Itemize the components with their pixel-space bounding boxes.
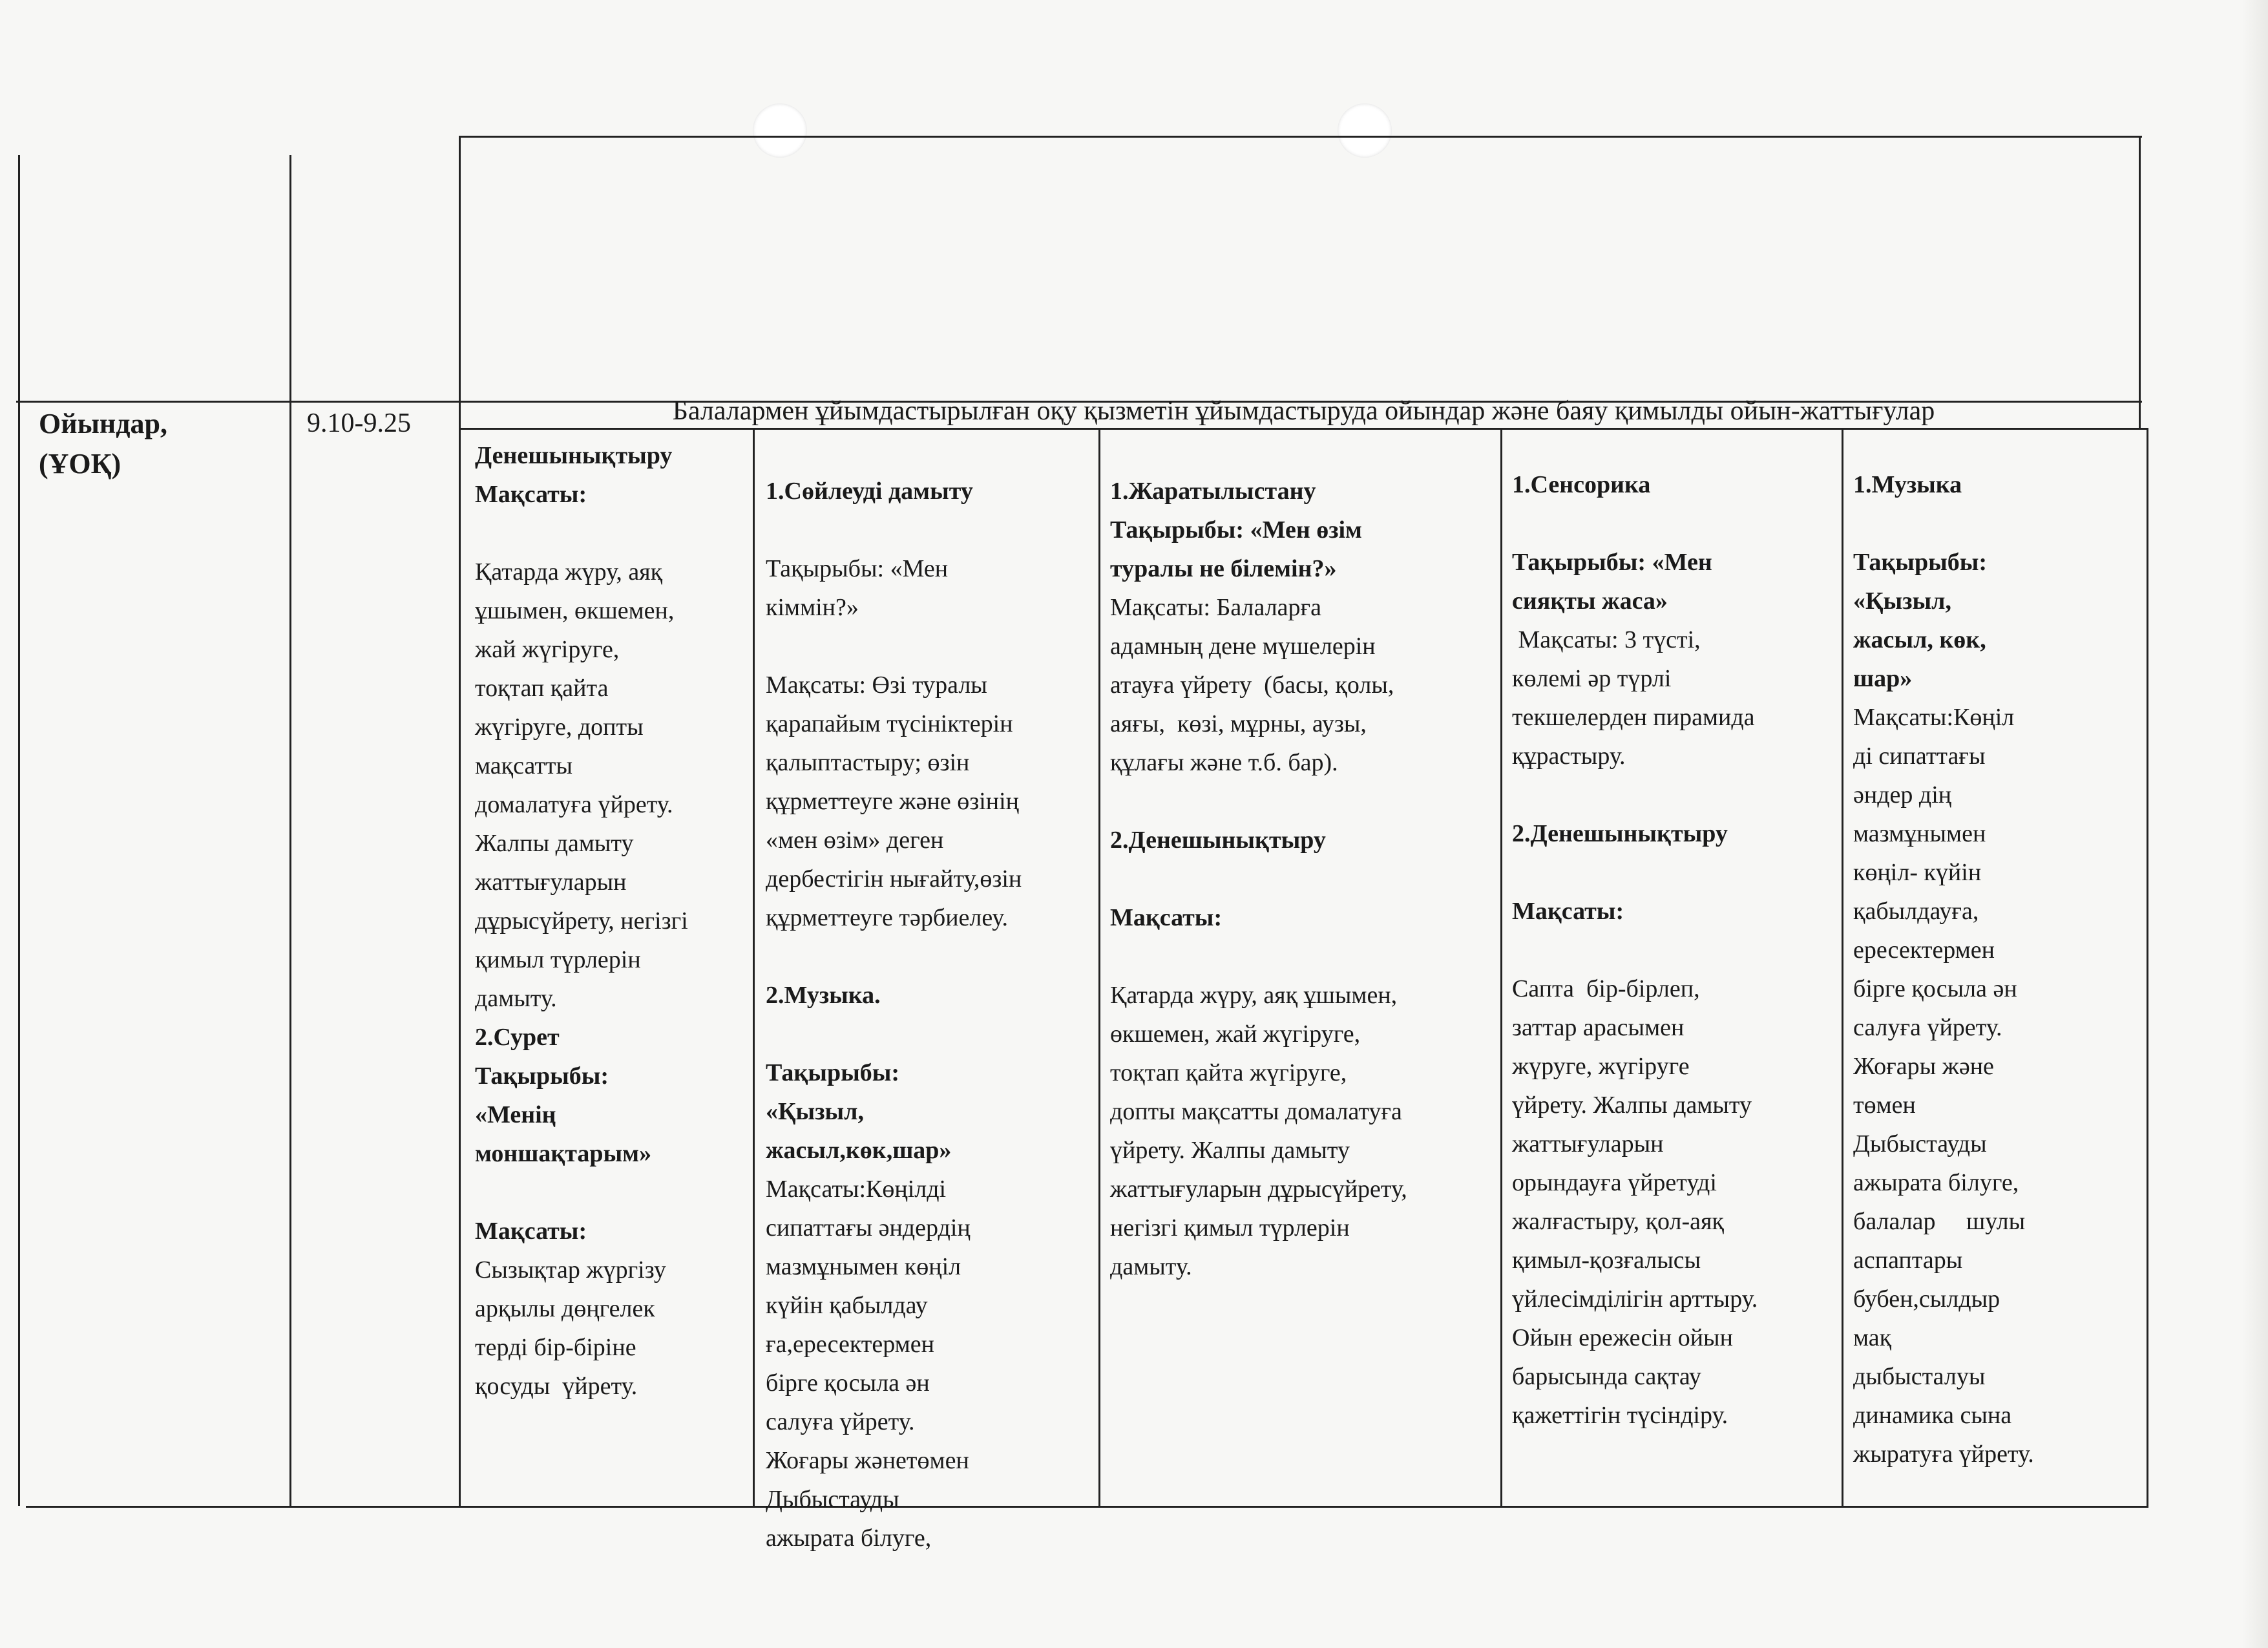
cell-line: 1.Сөйлеуді дамыту [766,478,973,505]
cell-line: дыбысталуы [1853,1363,1986,1390]
cell-line: орындауға үйретуді [1512,1169,1717,1196]
cell-line: жүгіруге, допты [475,713,644,741]
cell-line: «Қызыл, [766,1098,864,1125]
cell-line [1110,782,1491,821]
time-range: 9.10-9.25 [307,408,411,438]
cell-line: қалыптастыру; өзін [766,749,970,776]
cell-line [1512,504,1835,543]
cell-line [766,511,1095,549]
cell-line [1512,931,1835,969]
cell-line: текшелерден пирамида [1512,704,1755,731]
cell-line [475,514,746,553]
cell-line: домалатуға үйрету. [475,791,673,818]
cell-line: құлағы және т.б. бар). [1110,749,1338,776]
cell-line: аяғы, көзі, мұрны, аузы, [1110,710,1367,737]
cell-line: жүруге, жүгіруге [1512,1053,1690,1080]
cell-line: төмен [1853,1092,1916,1119]
cell-line: дербестігін нығайту,өзін [766,865,1022,893]
cell-line: көлемі әр түрлі [1512,665,1672,692]
cell-line: жай жүгіруге, [475,636,620,663]
cell-line [766,627,1095,666]
section-header: Балалармен ұйымдастырылған оқу қызметін ұйымдастыруда ойындар және баяу қимылды ойын-жаттығулар [672,396,1935,426]
cell-line: «мен өзім» деген [766,827,944,854]
cell-line: терді бір-біріне [475,1334,636,1361]
cell-line: барысында сақтау [1512,1363,1701,1390]
cell-line: қарапайым түсініктерін [766,710,1013,737]
cell-line: 1.Музыка [1853,471,1962,498]
cell-line: мазмұнымен көңіл [766,1253,961,1280]
cell-line: аспаптары [1853,1247,1963,1274]
cell-line: тоқтап қайта жүгіруге, [1110,1059,1347,1086]
cell-line [766,1015,1095,1053]
cell-line [1110,937,1491,976]
scan-edge [2242,0,2268,1648]
column-tuesday [766,472,1095,1558]
cell-line: Сызықтар жүргізу [475,1256,666,1284]
cell-line: Сапта бір-бірлеп, [1512,975,1700,1002]
cell-line: «Менің [475,1101,556,1128]
column-friday [1853,465,2141,1474]
cell-line: дамыту. [1110,1253,1192,1280]
cell-line: күйін қабылдау [766,1292,928,1319]
cell-line [1110,860,1491,898]
cell-line: Қатарда жүру, аяқ ұшымен, [1110,982,1398,1009]
row-label-line1: Ойындар, [39,408,168,439]
cell-line [1512,776,1835,814]
column-monday [475,436,746,1406]
cell-line: көңіл- күйін [1853,859,1982,886]
punch-hole-left [753,103,807,158]
cell-line: моншақтарым» [475,1140,652,1167]
cell-line: Денешынықтыру [475,442,673,469]
cell-line: заттар арасымен [1512,1014,1685,1041]
cell-line: салуға үйрету. [1853,1014,2002,1041]
cell-line: динамика сына [1853,1402,2012,1429]
cell-line: қосуды үйрету. [475,1373,638,1400]
cell-line: сипаттағы әндердің [766,1214,971,1241]
cell-line: 2.Денешынықтыру [1110,827,1326,854]
cell-line: Ойын ережесін ойын [1512,1324,1733,1351]
cell-line: құрастыру. [1512,743,1626,770]
cell-line [1512,853,1835,892]
cell-line: Мақсаты: 3 түсті, [1512,626,1701,653]
cell-line: ға,ересектермен [766,1331,934,1358]
cell-line [475,1173,746,1212]
cell-line: үйлесімділігін арттыру. [1512,1285,1758,1313]
cell-line: ұшымен, өкшемен, [475,597,675,624]
cell-line: адамның дене мүшелерін [1110,633,1376,660]
cell-line: туралы не білемін?» [1110,555,1337,582]
cell-line: шар» [1853,665,1913,692]
cell-line: тоқтап қайта [475,675,609,702]
cell-line: 2.Сурет [475,1024,560,1051]
cell-line: жаттығуларын [475,869,627,896]
cell-line: 2.Денешынықтыру [1512,820,1728,847]
cell-line: дамыту. [475,985,557,1012]
cell-line: Мақсаты: [1512,898,1624,925]
cell-line: жасыл,көк,шар» [766,1137,952,1164]
cell-line: әндер дің [1853,781,1952,808]
cell-line: Мақсаты:Көңілді [766,1176,947,1203]
cell-line: Дыбыстауды [766,1486,899,1513]
cell-line: «Қызыл, [1853,587,1951,615]
cell-line [766,937,1095,976]
cell-line: Мақсаты: [1110,904,1223,931]
cell-line: жыратуға үйрету. [1853,1441,2034,1468]
cell-line: Мақсаты: Өзі туралы [766,671,987,699]
cell-line: 1.Жаратылыстану [1110,478,1316,505]
cell-line: атауға үйрету (басы, қолы, [1110,671,1394,699]
cell-line: допты мақсатты домалатуға [1110,1098,1402,1125]
column-thursday [1512,465,1835,1435]
cell-line: 1.Сенсорика [1512,471,1651,498]
row-label-line2: (ҰОҚ) [39,448,121,480]
cell-line: ді сипаттағы [1853,743,1986,770]
cell-line [1853,504,2141,543]
cell-line: Тақырыбы: «Мен өзім [1110,516,1362,544]
cell-line: 2.Музыка. [766,982,881,1009]
cell-line: балалар шулы [1853,1208,2026,1235]
cell-line: үйрету. Жалпы дамыту [1110,1137,1350,1164]
cell-line: қимыл түрлерін [475,946,641,973]
cell-line: Қатарда жүру, аяқ [475,558,663,586]
cell-line: дұрысүйрету, негізгі [475,907,688,935]
cell-line: өкшемен, жай жүгіруге, [1110,1020,1361,1048]
cell-line: арқылы дөңгелек [475,1295,655,1322]
cell-line: бірге қосыла ән [766,1369,930,1397]
cell-line: Мақсаты: [475,481,587,508]
cell-line: бірге қосыла ән [1853,975,2017,1002]
cell-line: негізгі қимыл түрлерін [1110,1214,1350,1241]
cell-line: қажеттігін түсіндіру. [1512,1402,1728,1429]
cell-line: мақ [1853,1324,1892,1351]
cell-line: қабылдауға, [1853,898,1979,925]
cell-line: ажырата білуге, [766,1525,932,1552]
row-label [39,404,167,484]
cell-line: Тақырыбы: [766,1059,900,1086]
cell-line: ажырата білуге, [1853,1169,2019,1196]
cell-line: қимыл-қозғалысы [1512,1247,1701,1274]
cell-line: Тақырыбы: «Мен [1512,549,1712,576]
cell-line: Тақырыбы: [475,1062,609,1090]
cell-line: Жоғары және [1853,1053,1994,1080]
cell-line: құрметтеуге және өзінің [766,788,1020,815]
cell-line: Тақырыбы: [1853,549,1988,576]
cell-line: Тақырыбы: «Мен [766,555,949,582]
cell-line: Мақсаты:Көңіл [1853,704,2015,731]
cell-line: Жалпы дамыту [475,830,634,857]
cell-line: үйрету. Жалпы дамыту [1512,1092,1752,1119]
punch-hole-right [1338,103,1392,158]
cell-line: ересектермен [1853,936,1995,964]
cell-line: жаттығуларын [1512,1130,1664,1157]
cell-line: жасыл, көк, [1853,626,1986,653]
cell-line: кіммін?» [766,594,859,621]
cell-line: жалғастыру, қол-аяқ [1512,1208,1724,1235]
cell-line: бубен,сылдыр [1853,1285,2000,1313]
cell-line: Мақсаты: Балаларға [1110,594,1321,621]
cell-line: Жоғары жәнетөмен [766,1447,969,1474]
cell-line: Мақсаты: [475,1218,587,1245]
cell-line: мазмұнымен [1853,820,1986,847]
cell-line: салуға үйрету. [766,1408,915,1435]
column-wednesday [1110,472,1491,1286]
cell-line: мақсатты [475,752,573,779]
cell-line: Дыбыстауды [1853,1130,1987,1157]
cell-line: жаттығуларын дұрысүйрету, [1110,1176,1407,1203]
cell-line: сияқты жаса» [1512,587,1668,615]
cell-line: құрметтеуге тәрбиелеу. [766,904,1008,931]
